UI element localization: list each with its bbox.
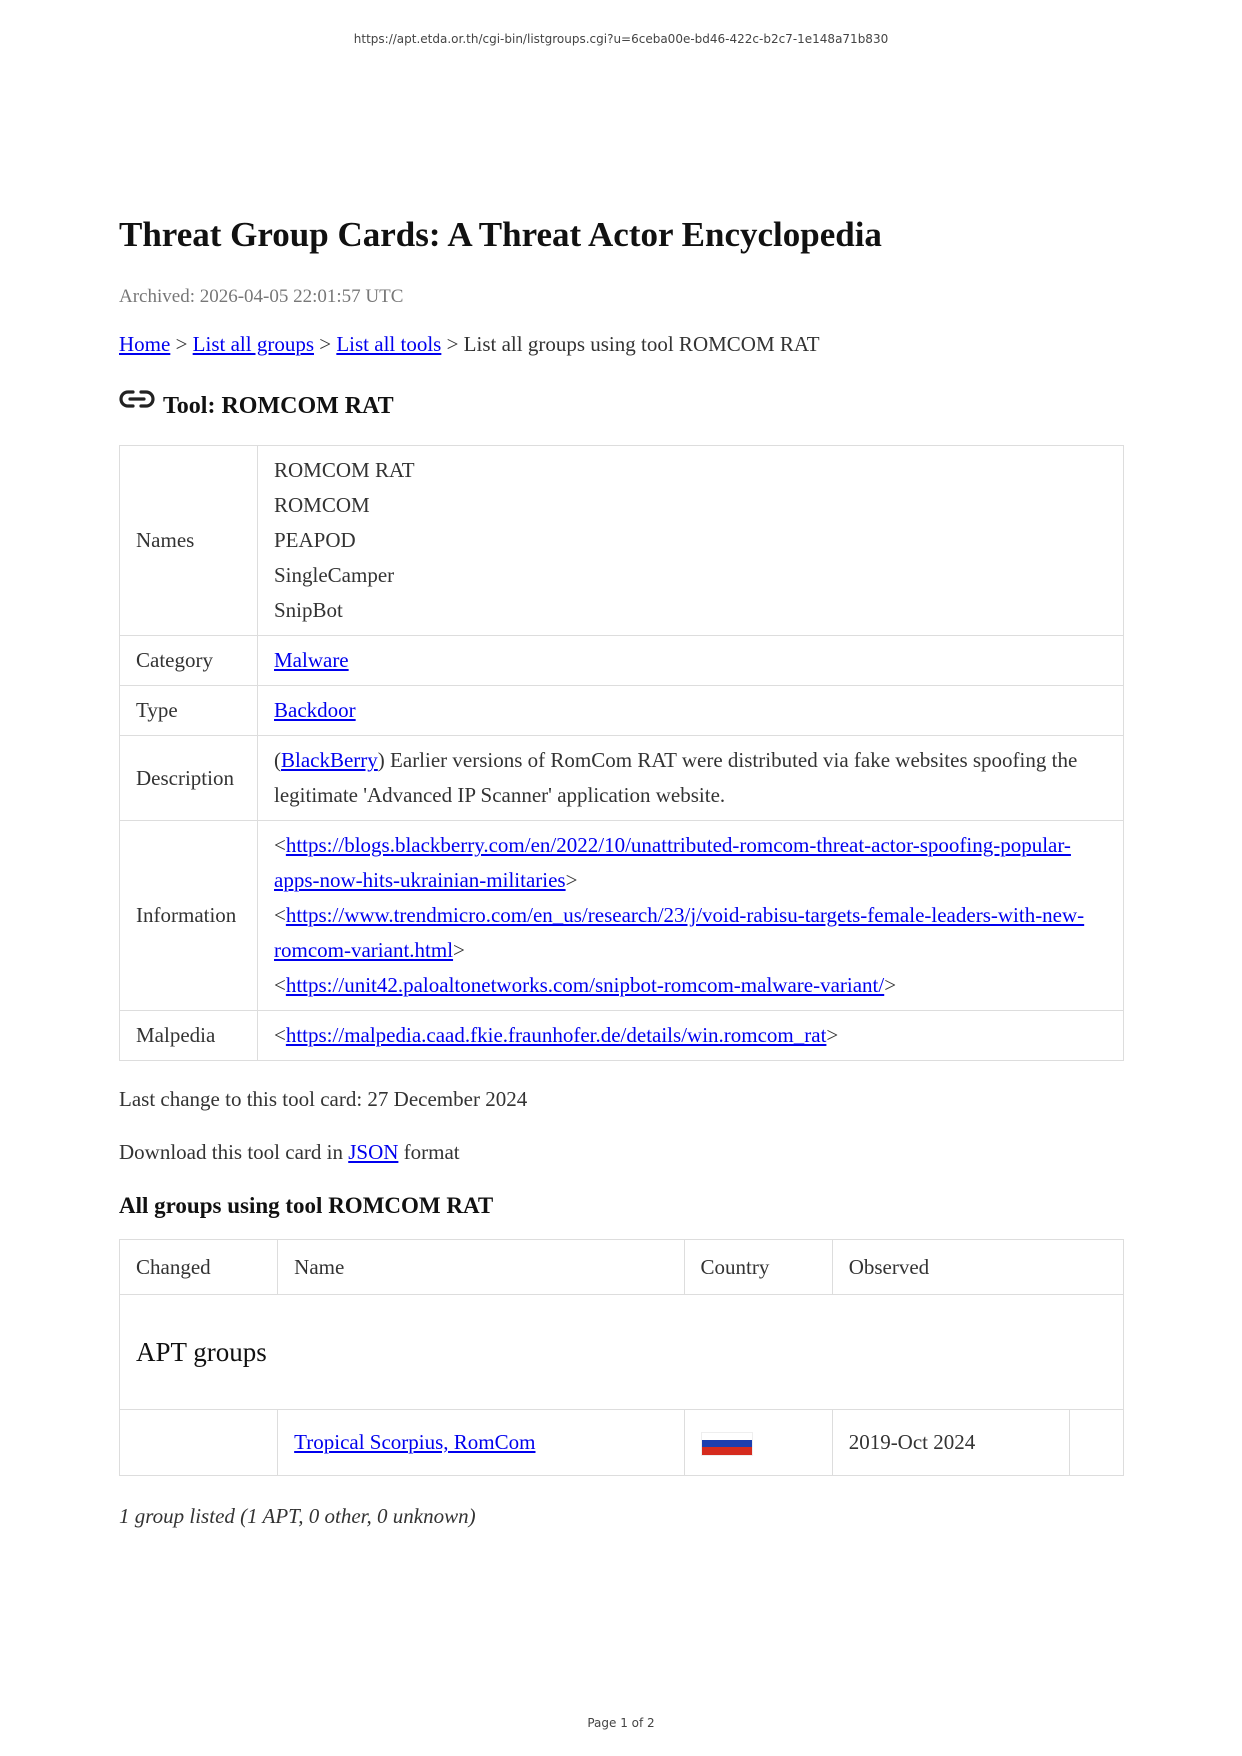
tool-name: ROMCOM	[274, 493, 370, 517]
apt-section-row	[120, 1295, 1124, 1410]
information-label: Information	[120, 821, 258, 1011]
download-line	[119, 1140, 1124, 1165]
names-value	[258, 446, 1124, 636]
malpedia-value: <https://malpedia.caad.fkie.fraunhofer.de/details/win.romcom_rat>	[258, 1011, 1124, 1061]
category-label: Category	[120, 636, 258, 686]
table-row	[120, 1410, 1124, 1476]
download-suffix: format	[398, 1140, 460, 1164]
type-row	[120, 686, 1124, 736]
archived-timestamp: Archived: 2026-04-05 22:01:57 UTC	[119, 286, 404, 307]
breadcrumb-separator: >	[170, 332, 193, 356]
category-row	[120, 636, 1124, 686]
type-value	[258, 686, 1124, 736]
information-link[interactable]: https://unit42.paloaltonetworks.com/snipbot-romcom-malware-variant/	[285, 973, 885, 997]
information-link[interactable]: https://blogs.blackberry.com/en/2022/10/unattributed-romcom-threat-actor-spoofing-popular-apps-now-hits-ukrainian-militaries	[274, 833, 1071, 892]
breadcrumb-all-groups-link[interactable]: List all groups	[192, 332, 314, 356]
group-name-link[interactable]: Tropical Scorpius, RomCom	[294, 1430, 536, 1454]
column-header-country[interactable]: Country	[684, 1240, 832, 1295]
group-changed	[120, 1410, 278, 1476]
link-icon[interactable]	[119, 386, 155, 412]
information-item: <https://unit42.paloaltonetworks.com/snipbot-romcom-malware-variant/>	[274, 973, 897, 997]
tool-heading	[119, 393, 1124, 420]
page-title: Threat Group Cards: A Threat Actor Encyclopedia	[119, 215, 882, 254]
description-value	[258, 736, 1124, 821]
malpedia-link[interactable]: https://malpedia.caad.fkie.fraunhofer.de/details/win.romcom_rat	[285, 1023, 827, 1047]
names-label: Names	[120, 446, 258, 636]
description-row	[120, 736, 1124, 821]
names-row	[120, 446, 1124, 636]
tool-name: SnipBot	[274, 598, 343, 622]
breadcrumb-separator: >	[314, 332, 337, 356]
page-number: Page 1 of 2	[587, 1716, 655, 1730]
type-label: Type	[120, 686, 258, 736]
print-header-url: https://apt.etda.or.th/cgi-bin/listgroups.cgi?u=6ceba00e-bd46-422c-b2c7-1e148a71b830	[353, 32, 889, 46]
group-observed: 2019-Oct 2024	[832, 1410, 1069, 1476]
column-header-observed[interactable]: Observed	[832, 1240, 1123, 1295]
category-link[interactable]: Malware	[274, 648, 349, 672]
information-value	[258, 821, 1124, 1011]
tool-name: SingleCamper	[274, 563, 395, 587]
description-paren: (	[274, 748, 281, 772]
malpedia-row	[120, 1011, 1124, 1061]
description-label: Description	[120, 736, 258, 821]
breadcrumb	[119, 332, 1124, 357]
last-change-text: Last change to this tool card: 27 December 2024	[119, 1087, 528, 1111]
malpedia-label: Malpedia	[120, 1011, 258, 1061]
groups-summary: 1 group listed (1 APT, 0 other, 0 unknown)	[119, 1504, 476, 1528]
tool-name: PEAPOD	[274, 528, 356, 552]
json-download-link[interactable]: JSON	[348, 1140, 399, 1164]
tool-info-table	[119, 445, 1124, 1061]
tool-name: ROMCOM RAT	[274, 458, 415, 482]
column-header-changed[interactable]: Changed	[120, 1240, 278, 1295]
group-extra-cell	[1069, 1410, 1123, 1476]
category-value	[258, 636, 1124, 686]
type-link[interactable]: Backdoor	[274, 698, 356, 722]
information-row	[120, 821, 1124, 1011]
tool-heading-text: Tool: ROMCOM RAT	[163, 393, 394, 419]
information-item: <https://blogs.blackberry.com/en/2022/10/unattributed-romcom-threat-actor-spoofing-popular-apps-now-hits-ukrainian-militaries>	[274, 833, 1071, 892]
russia-flag-icon	[701, 1432, 753, 1456]
description-source-link[interactable]: BlackBerry	[281, 748, 378, 772]
breadcrumb-all-tools-link[interactable]: List all tools	[336, 332, 442, 356]
apt-section-title: APT groups	[120, 1295, 1124, 1410]
description-text: ) Earlier versions of RomCom RAT were distributed via fake websites spoofing the legitimate 'Advanced IP Scanner' application website.	[274, 748, 1078, 807]
group-name-cell	[278, 1410, 684, 1476]
groups-header-row	[120, 1240, 1124, 1295]
groups-table	[119, 1239, 1124, 1476]
download-prefix: Download this tool card in	[119, 1140, 349, 1164]
column-header-name[interactable]: Name	[278, 1240, 684, 1295]
group-country	[684, 1410, 832, 1476]
groups-heading: All groups using tool ROMCOM RAT	[119, 1193, 494, 1218]
information-link[interactable]: https://www.trendmicro.com/en_us/research/23/j/void-rabisu-targets-female-leaders-with-new-romcom-variant.html	[274, 903, 1085, 962]
breadcrumb-current: > List all groups using tool ROMCOM RAT	[441, 332, 820, 356]
information-item: <https://www.trendmicro.com/en_us/research/23/j/void-rabisu-targets-female-leaders-with-new-romcom-variant.html>	[274, 903, 1085, 962]
breadcrumb-home-link[interactable]: Home	[119, 332, 171, 356]
main-content	[119, 210, 1124, 1529]
